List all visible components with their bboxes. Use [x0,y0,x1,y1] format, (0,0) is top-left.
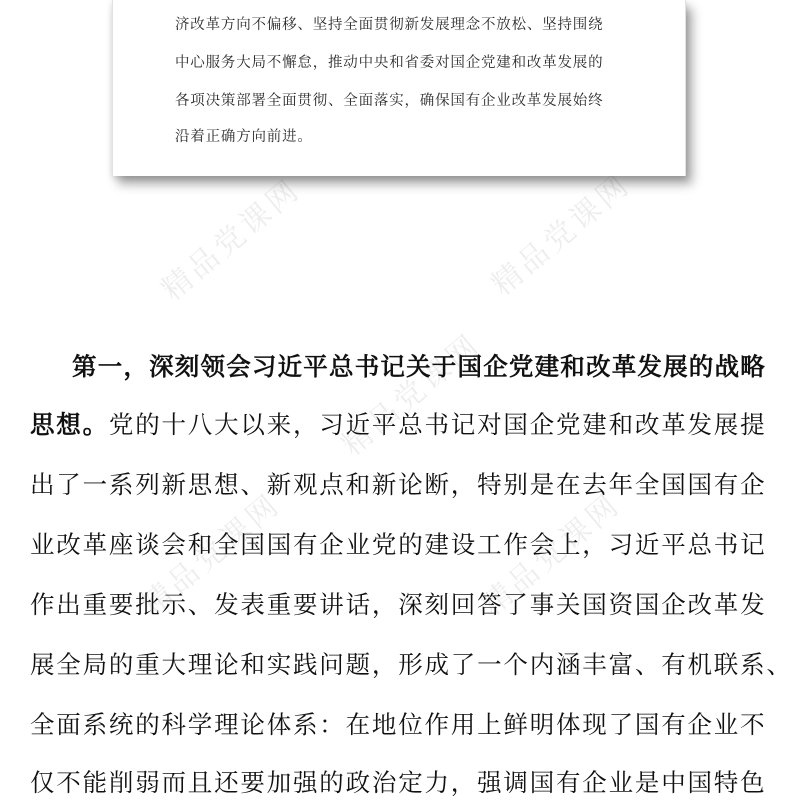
paragraph-line [30,406,766,441]
paragraph-line: 出了一系列新思想、新观点和新论断，特别是在去年全国国有企 [30,470,767,499]
card-text-line: 济改革方向不偏移、坚持全面贯彻新发展理念不放松、坚持围绕 [175,17,604,33]
paragraph-line: 业改革座谈会和全国国有企业党的建设工作会上，习近平总书记 [30,530,767,559]
paragraph-line: 仅不能削弱而且还要加强的政治定力，强调国有企业是中国特色 [30,768,767,797]
watermark: 精品党课网 [485,166,638,303]
quote-card [112,0,686,176]
section-heading-end: 思想。 [30,410,109,439]
card-text-line: 各项决策部署全面贯彻、全面落实，确保国有企业改革发展始终 [175,93,604,109]
section-heading: 第一，深刻领会习近平总书记关于国企党建和改革发展的战略 [72,352,766,381]
card-text-line: 沿着正确方向前进。 [175,129,313,145]
paragraph-line: 作出重要批示、发表重要讲话，深刻回答了事关国资国企改革发 [30,590,767,619]
paragraph-text: 党的十八大以来，习近平总书记对国企党建和改革发展提 [108,410,767,439]
card-text-line: 中心服务大局不懈怠，推动中央和省委对国企党建和改革发展的 [175,55,604,71]
watermark: 精品党课网 [335,326,488,463]
paragraph-line: 全面系统的科学理论体系：在地位作用上鲜明体现了国有企业不 [30,710,767,739]
watermark: 精品党课网 [155,171,308,308]
paragraph-line: 展全局的重大理论和实践问题，形成了一个内涵丰富、有机联系、 [30,650,793,679]
watermark: 精品党课网 [475,486,628,623]
watermark: 精品党课网 [135,486,288,623]
